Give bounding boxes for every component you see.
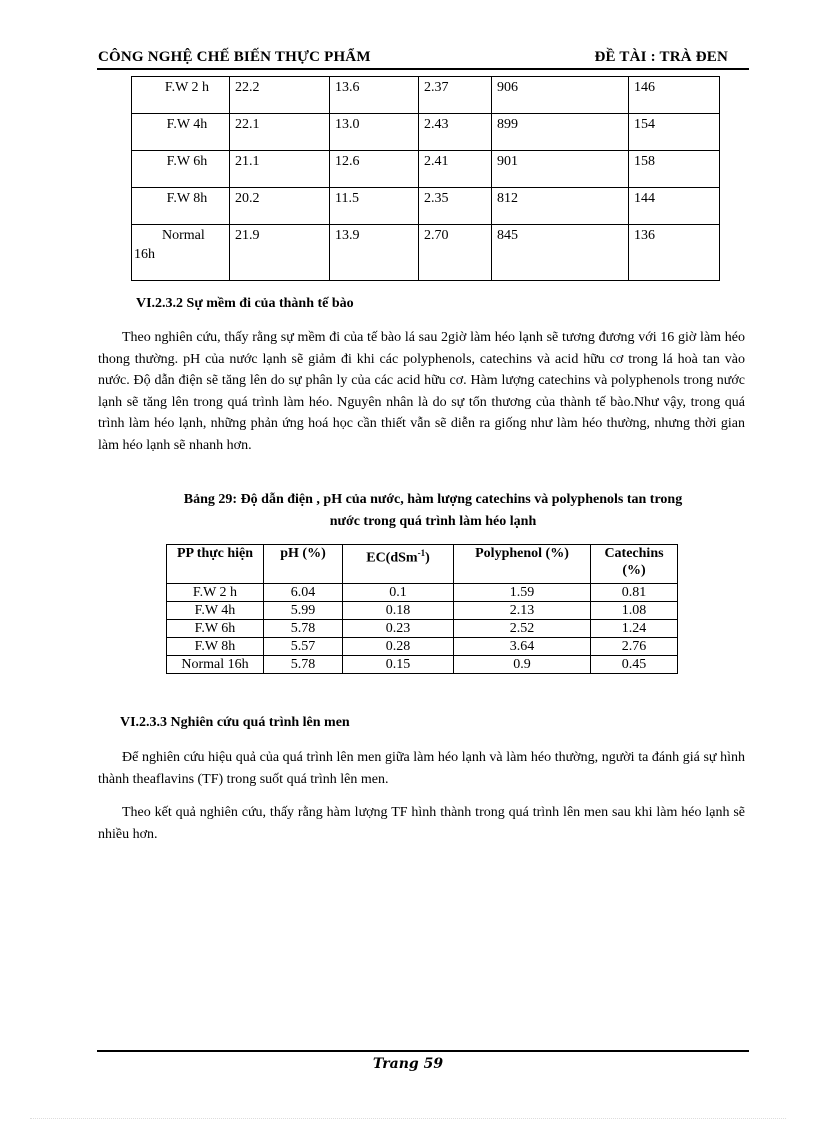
table-row (167, 656, 678, 674)
column-header: PP thực hiện (167, 545, 264, 584)
footer-divider (97, 1050, 749, 1052)
row-label-part: 16h (134, 247, 155, 262)
table-row (132, 151, 720, 188)
column-header-text: ) (425, 550, 430, 566)
column-header-text: EC(dSm (366, 550, 418, 566)
page-number: Trang 59 (372, 1056, 444, 1072)
table-cell: 1.08 (591, 602, 678, 620)
continued-data-table (131, 76, 720, 281)
table-cell: F.W 8h (167, 638, 264, 656)
row-label: F.W 4h (132, 114, 230, 151)
table-cell: 2.52 (454, 620, 591, 638)
header-left-title: CÔNG NGHỆ CHẾ BIẾN THỰC PHẨM (98, 49, 371, 65)
table-cell: 5.57 (264, 638, 343, 656)
row-label: F.W 6h (132, 151, 230, 188)
table-cell: 2.37 (419, 77, 492, 114)
table-cell: 13.0 (330, 114, 419, 151)
section-heading: VI.2.3.3 Nghiên cứu quá trình lên men (120, 715, 350, 730)
table-cell: 845 (492, 225, 629, 281)
table-cell: 0.23 (343, 620, 454, 638)
table-cell: 6.04 (264, 584, 343, 602)
column-header (343, 545, 454, 584)
table-cell: 899 (492, 114, 629, 151)
row-label: F.W 2 h (132, 77, 230, 114)
caption-line: nước trong quá trình làm héo lạnh (329, 514, 537, 529)
table-cell: 906 (492, 77, 629, 114)
body-paragraph: Để nghiên cứu hiệu quả của quá trình lên men giữa làm héo lạnh và làm héo thường, người ta đánh giá sự hình thành theaflavins (TF) trong suốt quá trình lên men. (98, 750, 745, 787)
table-cell: Normal 16h (167, 656, 264, 674)
table-row (132, 114, 720, 151)
table-cell: 2.76 (591, 638, 678, 656)
table-cell: 901 (492, 151, 629, 188)
row-label: F.W 8h (132, 188, 230, 225)
header-right-title: ĐỀ TÀI : TRÀ ĐEN (594, 49, 728, 65)
table-row (132, 225, 720, 281)
table-cell: 3.64 (454, 638, 591, 656)
column-header-superscript: -1 (417, 548, 426, 558)
table-cell: 812 (492, 188, 629, 225)
column-header: Catechins (%) (591, 545, 678, 584)
table-cell: 5.78 (264, 656, 343, 674)
table-cell: 146 (629, 77, 720, 114)
table-cell: 2.70 (419, 225, 492, 281)
table-cell: 12.6 (330, 151, 419, 188)
table-caption (120, 489, 746, 533)
row-label (132, 225, 230, 281)
table-cell: F.W 4h (167, 602, 264, 620)
table-cell: 13.6 (330, 77, 419, 114)
table-cell: F.W 2 h (167, 584, 264, 602)
column-header: Polyphenol (%) (454, 545, 591, 584)
table-cell: 154 (629, 114, 720, 151)
table-cell: 5.78 (264, 620, 343, 638)
table-cell: 22.1 (230, 114, 330, 151)
table-row (167, 584, 678, 602)
table-cell: 20.2 (230, 188, 330, 225)
table-cell: 1.24 (591, 620, 678, 638)
table-cell: 2.35 (419, 188, 492, 225)
table-cell: 2.41 (419, 151, 492, 188)
table-29 (166, 544, 678, 674)
row-label-part: Normal (162, 228, 205, 243)
table-cell: 2.13 (454, 602, 591, 620)
table-cell: 0.18 (343, 602, 454, 620)
body-paragraph: Theo kết quả nghiên cứu, thấy rằng hàm lượng TF hình thành trong quá trình lên men sau khi làm héo lạnh sẽ nhiều hơn. (98, 805, 745, 842)
body-paragraph: Theo nghiên cứu, thấy rằng sự mềm đi của tế bào lá sau 2giờ làm héo lạnh sẽ tương đương với 16 giờ làm héo thong thường. pH của nước lạnh sẽ giảm đi khi các polyphenols, catechins và acid hữu cơ trong lá hoà tan vào nước. Độ dẫn điện sẽ tăng lên do sự phân ly của các acid hữu cơ. Hàm lượng catechins và polyphenols trong nước lạnh sẽ tăng lên trong quá trình làm héo. Nguyên nhân là do sự tổn thương của thành tế bào.Như vậy, trong quá trình làm héo lạnh, những phản ứng hoá học cần thiết vẫn sẽ diễn ra giống như làm héo thường, nhưng thời gian làm héo lạnh sẽ nhanh hơn. (98, 330, 745, 453)
table-row (167, 620, 678, 638)
table-cell: 1.59 (454, 584, 591, 602)
page-edge (30, 1118, 786, 1119)
caption-line: Bảng 29: Độ dẫn điện , pH của nước, hàm lượng catechins và polyphenols tan trong (183, 492, 683, 507)
table-cell: 144 (629, 188, 720, 225)
table-cell: 11.5 (330, 188, 419, 225)
table-cell: 0.28 (343, 638, 454, 656)
table-cell: 0.81 (591, 584, 678, 602)
table-cell: 5.99 (264, 602, 343, 620)
column-header: pH (%) (264, 545, 343, 584)
table-cell: 0.45 (591, 656, 678, 674)
table-cell: 2.43 (419, 114, 492, 151)
table-cell: 21.9 (230, 225, 330, 281)
table-cell: F.W 6h (167, 620, 264, 638)
table-cell: 0.1 (343, 584, 454, 602)
table-cell: 0.9 (454, 656, 591, 674)
table-row (132, 77, 720, 114)
table-cell: 136 (629, 225, 720, 281)
table-cell: 21.1 (230, 151, 330, 188)
table-cell: 13.9 (330, 225, 419, 281)
header-divider (97, 68, 749, 70)
table-header-row (167, 545, 678, 584)
section-heading: VI.2.3.2 Sự mềm đi của thành tế bào (136, 296, 354, 311)
table-cell: 22.2 (230, 77, 330, 114)
table-cell: 158 (629, 151, 720, 188)
table-row (132, 188, 720, 225)
table-cell: 0.15 (343, 656, 454, 674)
table-row (167, 638, 678, 656)
table-row (167, 602, 678, 620)
